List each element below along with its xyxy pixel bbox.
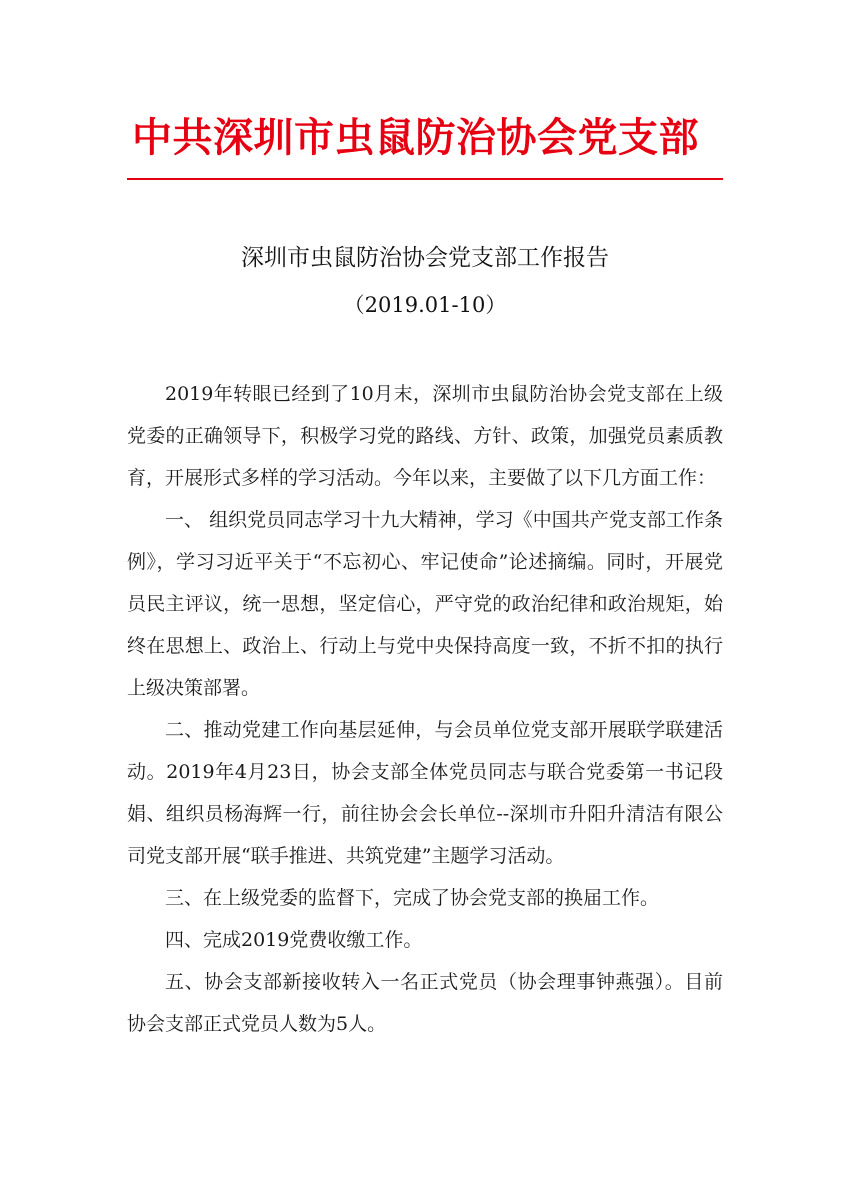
item-paragraph-3: 三、在上级党委的监督下，完成了协会党支部的换届工作。 — [165, 887, 660, 909]
item-paragraph-5: 五、协会支部新接收转入一名正式党员（协会理事钟燕强）。目前协会支部正式党员人数为5人。 — [127, 971, 723, 1035]
document-title: 深圳市虫鼠防治协会党支部工作报告 — [241, 245, 609, 271]
intro-paragraph: 2019年转眼已经到了10月末，深圳市虫鼠防治协会党支部在上级党委的正确领导下，积极学习党的路线、方针、政策，加强党员素质教育，开展形式多样的学习活动。今年以来，主要做了以下几方面工作： — [127, 383, 723, 489]
item-paragraph-4: 四、完成2019党费收缴工作。 — [165, 929, 423, 951]
report-body — [127, 373, 723, 1045]
document-date-range: （2019.01-10） — [343, 293, 507, 317]
item-paragraph-1: 一、 组织党员同志学习十九大精神，学习《中国共产党支部工作条例》，学习习近平关于“不忘初心、牢记使命”论述摘编。同时，开展党员民主评议，统一思想，坚定信心，严守党的政治纪律和政治规矩，始终在思想上、政治上、行动上与党中央保持高度一致，不折不扣的执行上级决策部署。 — [127, 509, 723, 699]
header-divider — [127, 178, 723, 180]
item-paragraph-2: 二、推动党建工作向基层延伸，与会员单位党支部开展联学联建活动。2019年4月23日，协会支部全体党员同志与联合党委第一书记段娟、组织员杨海辉一行，前往协会会长单位--深圳市升阳升清洁有限公司党支部开展“联手推进、共筑党建”主题学习活动。 — [127, 719, 723, 867]
organization-header: 中共深圳市虫鼠防治协会党支部 — [132, 114, 699, 161]
